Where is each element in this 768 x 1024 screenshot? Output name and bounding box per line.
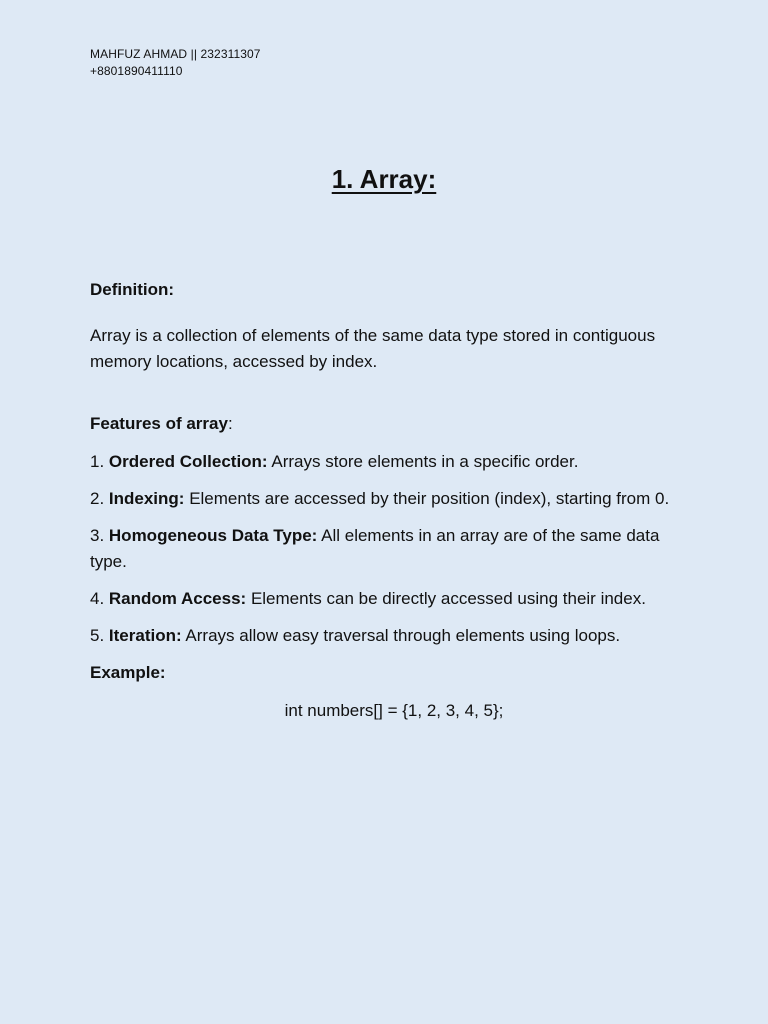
feature-item xyxy=(90,449,688,475)
features-heading-label: Features of array xyxy=(90,414,228,433)
feature-number: 2. xyxy=(90,489,109,508)
feature-description: All elements in an array are of the same data type. xyxy=(90,526,660,571)
feature-term: Indexing: xyxy=(108,489,185,508)
feature-item xyxy=(90,586,688,612)
phone-number: +8801890411110 xyxy=(90,64,183,78)
feature-term: Random Access: xyxy=(108,589,247,608)
feature-term: Homogeneous Data Type: xyxy=(108,526,318,545)
feature-description: Arrays store elements in a specific order. xyxy=(267,452,579,471)
feature-description: Elements can be directly accessed using their index. xyxy=(246,589,646,608)
features-heading xyxy=(90,411,688,437)
example-heading: Example: xyxy=(90,663,166,682)
definition-heading: Definition: xyxy=(90,280,175,299)
definition-text: Array is a collection of elements of the same data type stored in contiguous memory locations, accessed by index. xyxy=(90,326,656,371)
feature-item xyxy=(90,623,688,649)
feature-number: 3. xyxy=(90,526,109,545)
feature-item xyxy=(90,523,688,575)
example-code: int numbers[] = {1, 2, 3, 4, 5}; xyxy=(284,701,504,720)
document-header xyxy=(90,46,261,80)
feature-number: 5. xyxy=(90,626,109,645)
feature-term: Iteration: xyxy=(108,626,182,645)
document-body xyxy=(90,277,688,724)
feature-number: 4. xyxy=(90,589,109,608)
feature-item xyxy=(90,486,688,512)
feature-number: 1. xyxy=(90,452,109,471)
features-heading-colon: : xyxy=(227,414,233,433)
feature-term: Ordered Collection: xyxy=(108,452,268,471)
page-title: 1. Array: xyxy=(331,164,437,194)
feature-description: Elements are accessed by their position (index), starting from 0. xyxy=(184,489,670,508)
author-line: MAHFUZ AHMAD || 232311307 xyxy=(90,47,261,61)
feature-description: Arrays allow easy traversal through elements using loops. xyxy=(181,626,621,645)
